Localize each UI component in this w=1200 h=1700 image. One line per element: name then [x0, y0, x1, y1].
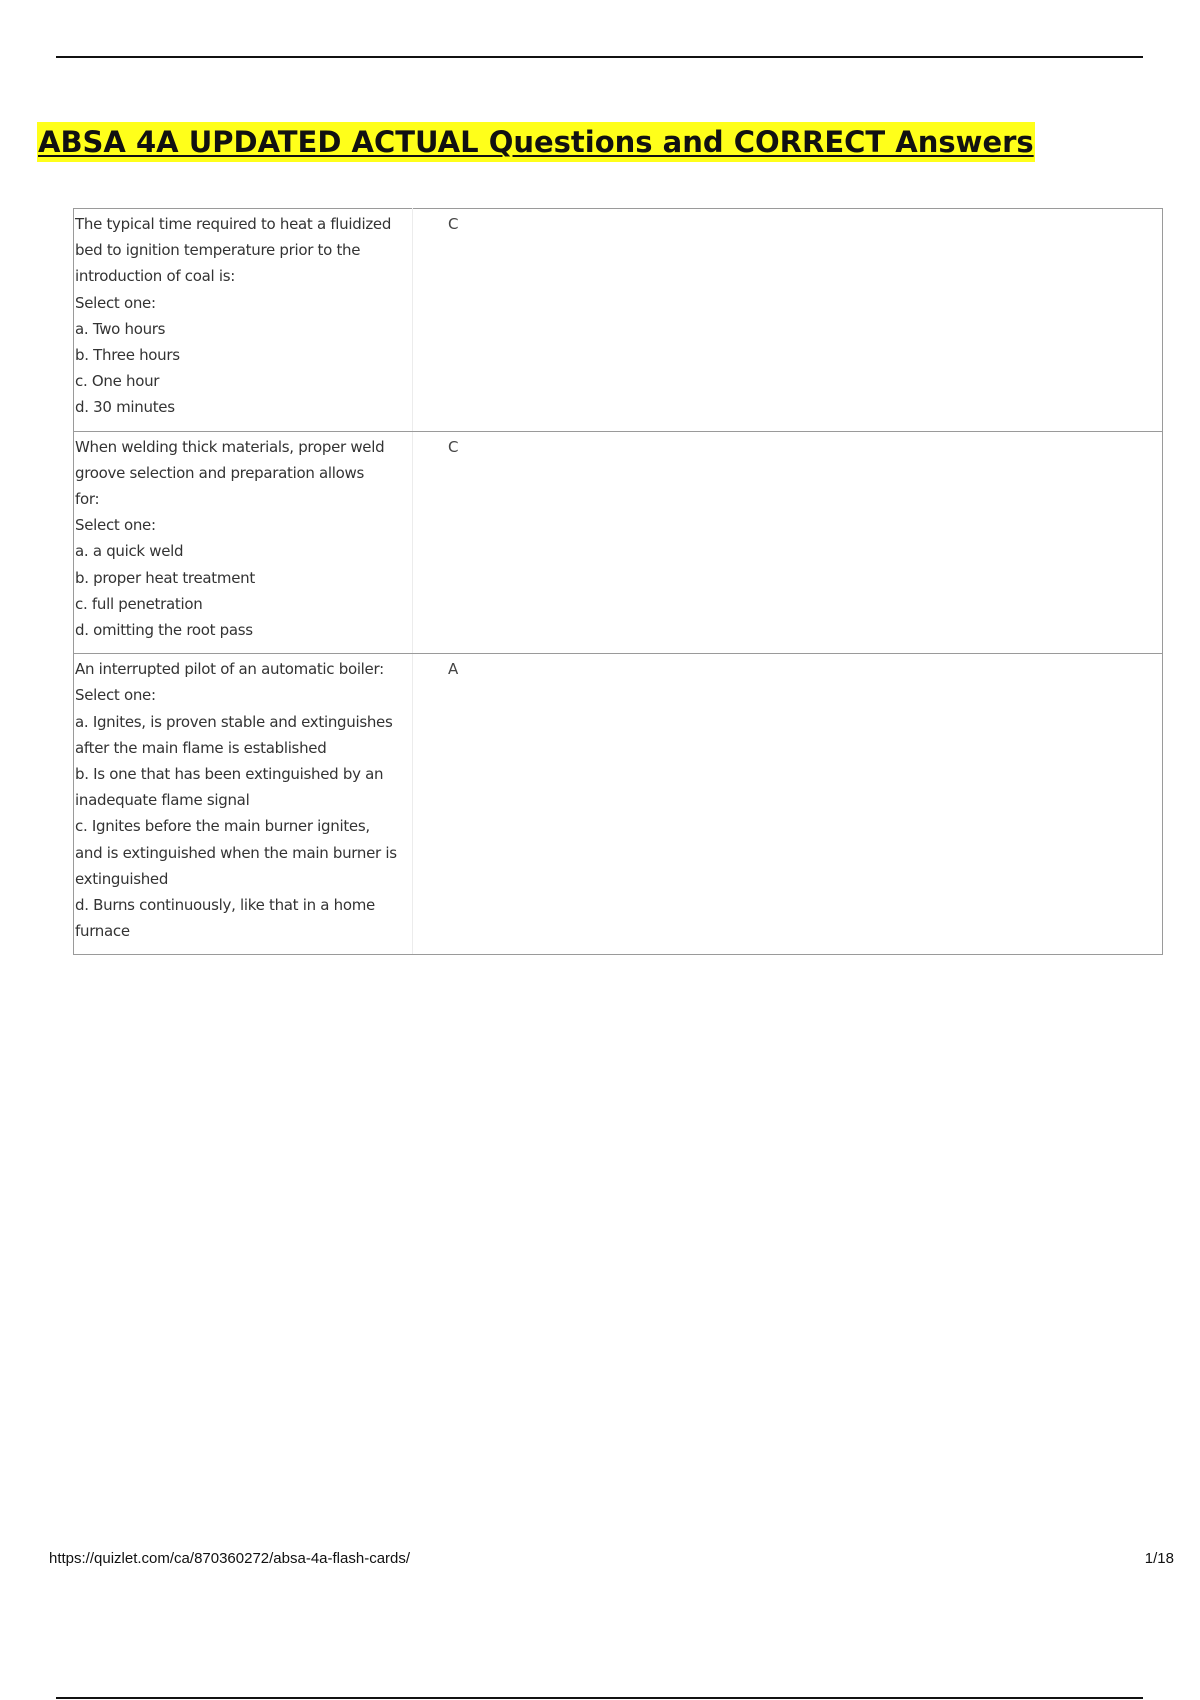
answer-text: C: [448, 437, 459, 456]
question-line: introduction of coal is:: [75, 267, 235, 286]
flashcard-row: [74, 431, 1163, 654]
option-a: a. Ignites, is proven stable and extinguishes: [75, 712, 393, 731]
flashcard-table: [73, 208, 1163, 955]
question-cell: [74, 654, 413, 955]
answer-cell: [413, 654, 1163, 955]
document-title: ABSA 4A UPDATED ACTUAL Questions and CORRECT Answers: [37, 122, 1035, 162]
question-line: bed to ignition temperature prior to the: [75, 241, 361, 260]
option-c-continued: and is extinguished when the main burner is: [75, 843, 397, 862]
option-d-continued: furnace: [75, 922, 130, 941]
option-a: a. Two hours: [75, 319, 166, 338]
bottom-rule: [56, 1697, 1143, 1699]
option-a: a. a quick weld: [75, 542, 184, 561]
option-d: d. 30 minutes: [75, 398, 175, 417]
footer-url: https://quizlet.com/ca/870360272/absa-4a-flash-cards/: [49, 1550, 411, 1567]
top-rule: [56, 56, 1143, 58]
option-b: b. Is one that has been extinguished by an: [75, 765, 384, 784]
option-c: c. Ignites before the main burner ignites,: [75, 817, 370, 836]
answer-text: A: [448, 660, 458, 679]
option-d: d. Burns continuously, like that in a home: [75, 896, 375, 915]
flashcard-row: [74, 209, 1163, 432]
answer-cell: [413, 209, 1163, 432]
option-c: c. full penetration: [75, 594, 203, 613]
question-line: groove selection and preparation allows: [75, 463, 365, 482]
option-b-continued: inadequate flame signal: [75, 791, 250, 810]
answer-text: C: [448, 215, 459, 233]
question-line: for:: [75, 490, 100, 509]
page-number: 1/18: [1144, 1550, 1174, 1567]
option-b: b. Three hours: [75, 346, 180, 365]
question-cell: [74, 431, 413, 654]
question-cell: [74, 209, 413, 432]
option-c: c. One hour: [75, 372, 160, 391]
option-d: d. omitting the root pass: [75, 621, 253, 640]
option-a-continued: after the main flame is established: [75, 738, 327, 757]
question-line: The typical time required to heat a fluidized: [75, 215, 392, 233]
option-c-continued: extinguished: [75, 869, 169, 888]
select-one-label: Select one:: [75, 516, 156, 535]
question-line: When welding thick materials, proper weld: [75, 437, 385, 456]
question-line: An interrupted pilot of an automatic boiler:: [75, 660, 384, 679]
answer-cell: [413, 431, 1163, 654]
option-b: b. proper heat treatment: [75, 568, 255, 587]
select-one-label: Select one:: [75, 293, 156, 312]
select-one-label: Select one:: [75, 686, 156, 705]
flashcard-row: [74, 654, 1163, 955]
